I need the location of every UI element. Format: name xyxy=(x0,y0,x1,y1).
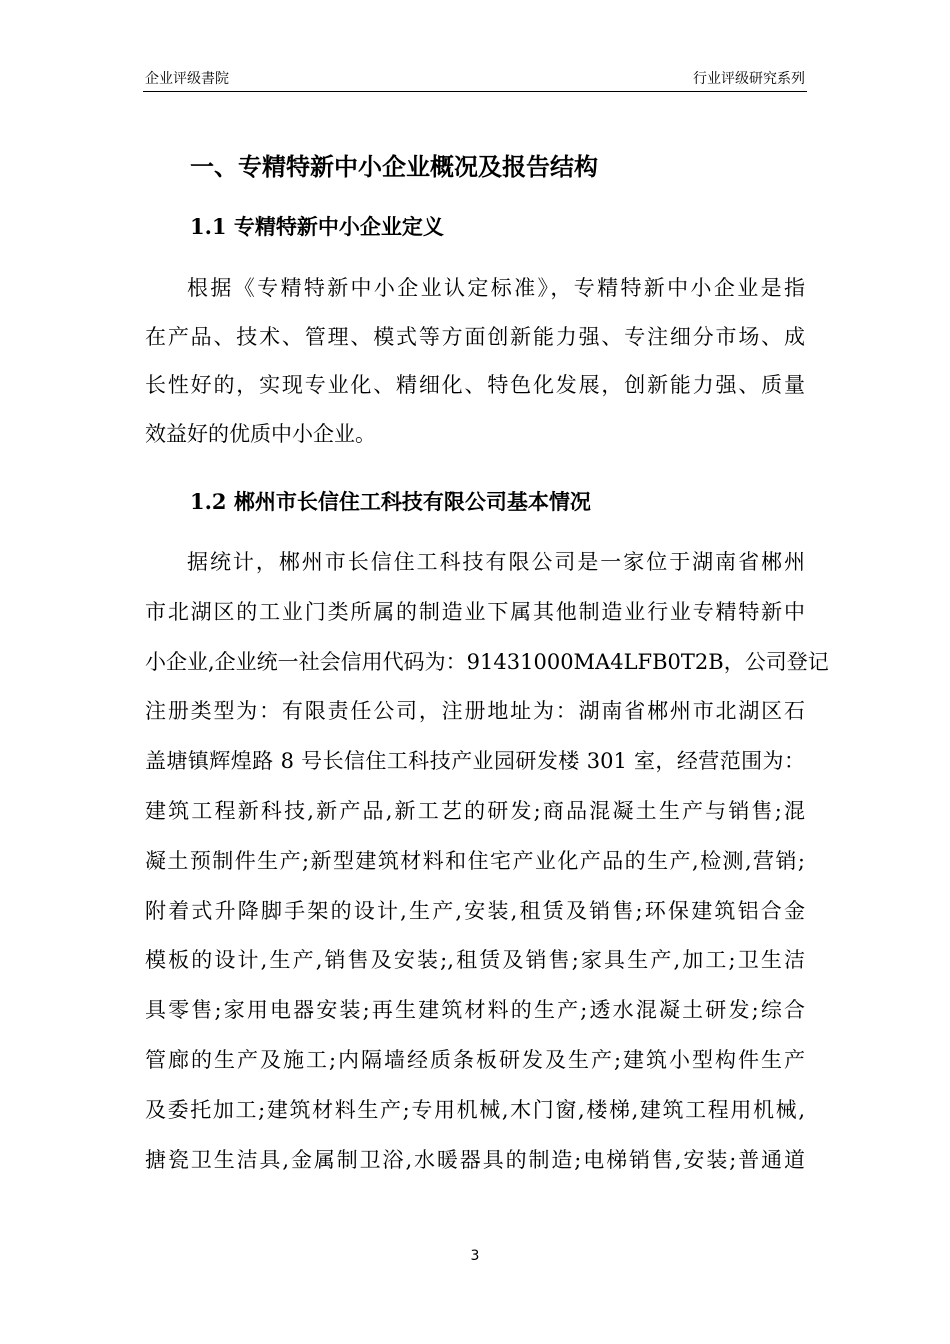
text-line: 模板的设计,生产,销售及安装;,租赁及销售;家具生产,加工;卫生洁 xyxy=(145,948,805,973)
header-rule xyxy=(143,91,807,92)
paragraph-company-info xyxy=(145,546,829,1193)
text-line: 注册类型为：有限责任公司，注册地址为：湖南省郴州市北湖区石 xyxy=(145,699,805,724)
page-number: 3 xyxy=(470,1248,480,1264)
header-left: 企业评级書院 xyxy=(145,71,229,87)
header-right: 行业评级研究系列 xyxy=(693,71,805,87)
text-line: 效益好的优质中小企业。 xyxy=(145,421,376,446)
text-line: 具零售;家用电器安装;再生建筑材料的生产;透水混凝土研发;综合 xyxy=(145,998,805,1023)
text-line: 长性好的，实现专业化、精细化、特色化发展，创新能力强、质量 xyxy=(145,373,805,397)
text-line: 建筑工程新科技,新产品,新工艺的研发;商品混凝土生产与销售;混 xyxy=(145,798,805,823)
chapter-title: 一、专精特新中小企业概况及报告结构 xyxy=(190,152,598,181)
text-line: 盖塘镇辉煌路 8 号长信住工科技产业园研发楼 301 室，经营范围为： xyxy=(145,749,805,774)
section-heading-1-2: 1.2 郴州市长信住工科技有限公司基本情况 xyxy=(190,489,591,514)
text-line: 市北湖区的工业门类所属的制造业下属其他制造业行业专精特新中 xyxy=(145,599,805,624)
text-line: 搪瓷卫生洁具,金属制卫浴,水暖器具的制造;电梯销售,安装;普通道 xyxy=(145,1147,805,1172)
paragraph-definition xyxy=(145,272,805,466)
text-line: 附着式升降脚手架的设计,生产,安装,租赁及销售;环保建筑铝合金 xyxy=(145,898,805,923)
text-line: 在产品、技术、管理、模式等方面创新能力强、专注细分市场、成 xyxy=(145,324,805,349)
text-line: 凝土预制件生产;新型建筑材料和住宅产业化产品的生产,检测,营销; xyxy=(145,848,805,873)
section-heading-1-1: 1.1 专精特新中小企业定义 xyxy=(190,214,444,239)
text-line: 据统计，郴州市长信住工科技有限公司是一家位于湖南省郴州 xyxy=(187,550,805,574)
text-line: 管廊的生产及施工;内隔墙经质条板研发及生产;建筑小型构件生产 xyxy=(145,1047,805,1072)
text-line: 根据《专精特新中小企业认定标准》，专精特新中小企业是指 xyxy=(187,276,805,300)
text-line: 小企业,企业统一社会信用代码为：91431000MA4LFB0T2B，公司登记 xyxy=(145,649,829,674)
text-line: 及委托加工;建筑材料生产;专用机械,木门窗,楼梯,建筑工程用机械, xyxy=(145,1097,805,1122)
